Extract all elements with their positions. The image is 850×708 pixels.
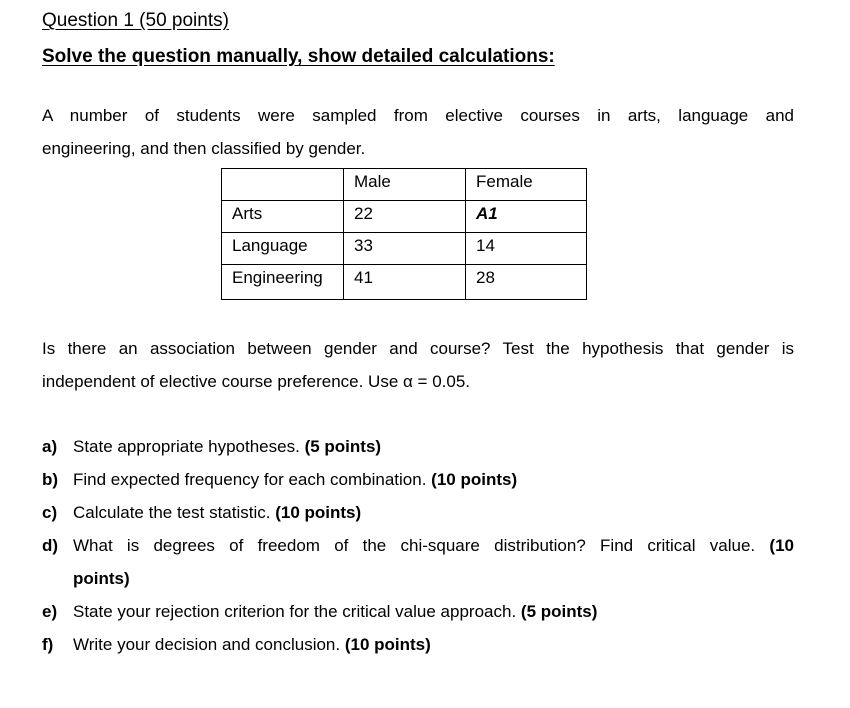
- task-text: State appropriate hypotheses.: [73, 437, 300, 456]
- table-cell-course: Arts: [222, 201, 344, 233]
- intro-line-1: A number of students were sampled from elective courses in arts, language and: [42, 106, 794, 125]
- table-header-cell: Male: [344, 169, 466, 201]
- list-marker: f): [42, 635, 54, 654]
- task-points: (10 points): [275, 503, 362, 522]
- task-points: (10: [769, 536, 794, 555]
- task-text: Find expected frequency for each combination.: [73, 470, 427, 489]
- intro-paragraph: [42, 99, 794, 165]
- question-paragraph: [42, 332, 794, 398]
- list-marker: b): [42, 470, 59, 489]
- question-title: Question 1 (50 points): [42, 10, 229, 31]
- table-cell-male: 41: [344, 265, 466, 300]
- instructions-heading: Solve the question manually, show detailed calculations:: [42, 46, 555, 67]
- table-cell-male: 33: [344, 233, 466, 265]
- task-points: (5 points): [304, 437, 382, 456]
- table-row: [222, 265, 587, 300]
- task-text: What is degrees of freedom of the chi-square distribution? Find critical value.: [73, 536, 756, 555]
- table-cell-female: 14: [466, 233, 587, 265]
- table-header-cell: [222, 169, 344, 201]
- list-marker: c): [42, 503, 58, 522]
- table-cell-female: A1: [466, 201, 587, 233]
- intro-line-2: engineering, and then classified by gender.: [42, 139, 366, 158]
- table-cell-female: 28: [466, 265, 587, 300]
- table-header-row: [222, 169, 587, 201]
- task-text-line: [73, 529, 794, 562]
- task-text: Write your decision and conclusion.: [73, 635, 341, 654]
- question-line-2: independent of elective course preference. Use α = 0.05.: [42, 372, 471, 391]
- list-item: [42, 496, 794, 529]
- list-item: [42, 529, 794, 595]
- task-text: State your rejection criterion for the critical value approach.: [73, 602, 517, 621]
- table-row: [222, 233, 587, 265]
- table-row: [222, 201, 587, 233]
- list-marker: e): [42, 602, 58, 621]
- table-cell-course: Language: [222, 233, 344, 265]
- task-points: (10 points): [344, 635, 431, 654]
- contingency-table: [221, 168, 587, 300]
- table-cell-male: 22: [344, 201, 466, 233]
- task-text: Calculate the test statistic.: [73, 503, 271, 522]
- list-marker: a): [42, 437, 58, 456]
- list-item: [42, 430, 794, 463]
- task-list: [42, 430, 794, 661]
- list-item: [42, 595, 794, 628]
- table-header-cell: Female: [466, 169, 587, 201]
- list-item: [42, 628, 794, 661]
- list-item: [42, 463, 794, 496]
- table-cell-course: Engineering: [222, 265, 344, 300]
- task-points: (5 points): [520, 602, 598, 621]
- task-points-continued: points): [73, 569, 130, 588]
- task-points: (10 points): [431, 470, 518, 489]
- list-marker: d): [42, 536, 59, 555]
- question-line-1: Is there an association between gender and course? Test the hypothesis that gender is: [42, 339, 794, 358]
